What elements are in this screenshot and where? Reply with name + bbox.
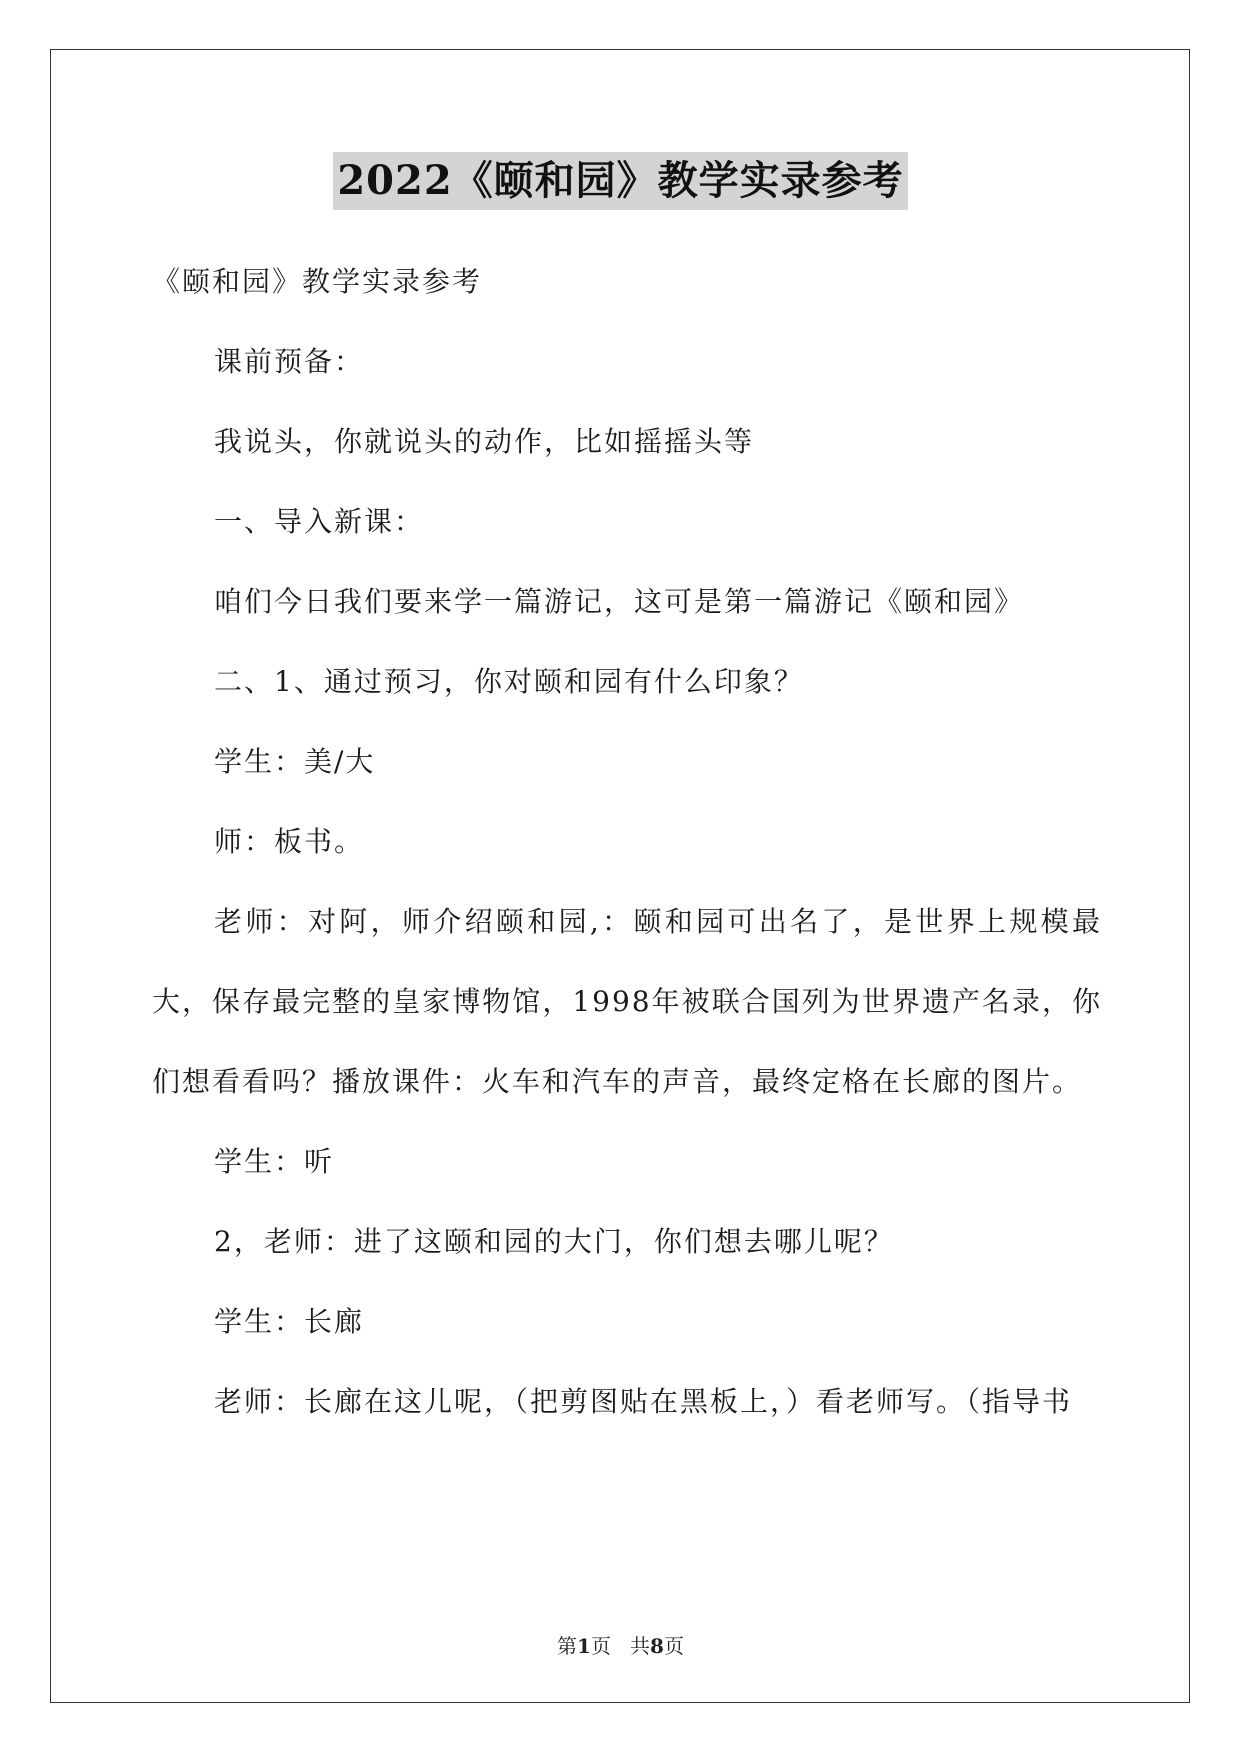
paragraph: 老师：对阿，师介绍颐和园,：颐和园可出名了，是世界上规模最大，保存最完整的皇家博物馆，1998年被联合国列为世界遗产名录，你们想看看吗？播放课件：火车和汽车的声音，最终定格在长廊的图片。	[152, 905, 1102, 1098]
paragraph: 2，老师：进了这颐和园的大门，你们想去哪儿呢？	[214, 1225, 894, 1258]
footer-current-page: 1	[577, 1634, 591, 1658]
title-container	[0, 152, 1241, 210]
paragraph: 学生：听	[214, 1145, 335, 1178]
paragraph: 学生：长廊	[214, 1305, 365, 1338]
paragraph: 《颐和园》教学实录参考	[152, 265, 483, 298]
page-footer	[0, 1630, 1241, 1659]
paragraph: 课前预备：	[214, 345, 365, 378]
footer-total-pages: 8	[650, 1634, 664, 1658]
document-body	[152, 242, 1102, 1442]
footer-middle: 页 共	[590, 1634, 651, 1658]
document-title: 2022《颐和园》教学实录参考	[333, 152, 907, 210]
paragraph: 学生：美/大	[214, 745, 376, 778]
footer-prefix: 第	[557, 1634, 578, 1658]
paragraph: 二、1、通过预习，你对颐和园有什么印象？	[214, 665, 804, 698]
paragraph: 老师：长廊在这儿呢，（把剪图贴在黑板上，）看老师写。（指导书	[214, 1385, 1073, 1418]
footer-suffix: 页	[663, 1634, 684, 1658]
paragraph: 我说头，你就说头的动作，比如摇摇头等	[214, 425, 755, 458]
paragraph: 一、导入新课：	[214, 505, 425, 538]
paragraph: 师：板书。	[214, 825, 365, 858]
paragraph: 咱们今日我们要来学一篇游记，这可是第一篇游记《颐和园》	[214, 585, 1025, 618]
